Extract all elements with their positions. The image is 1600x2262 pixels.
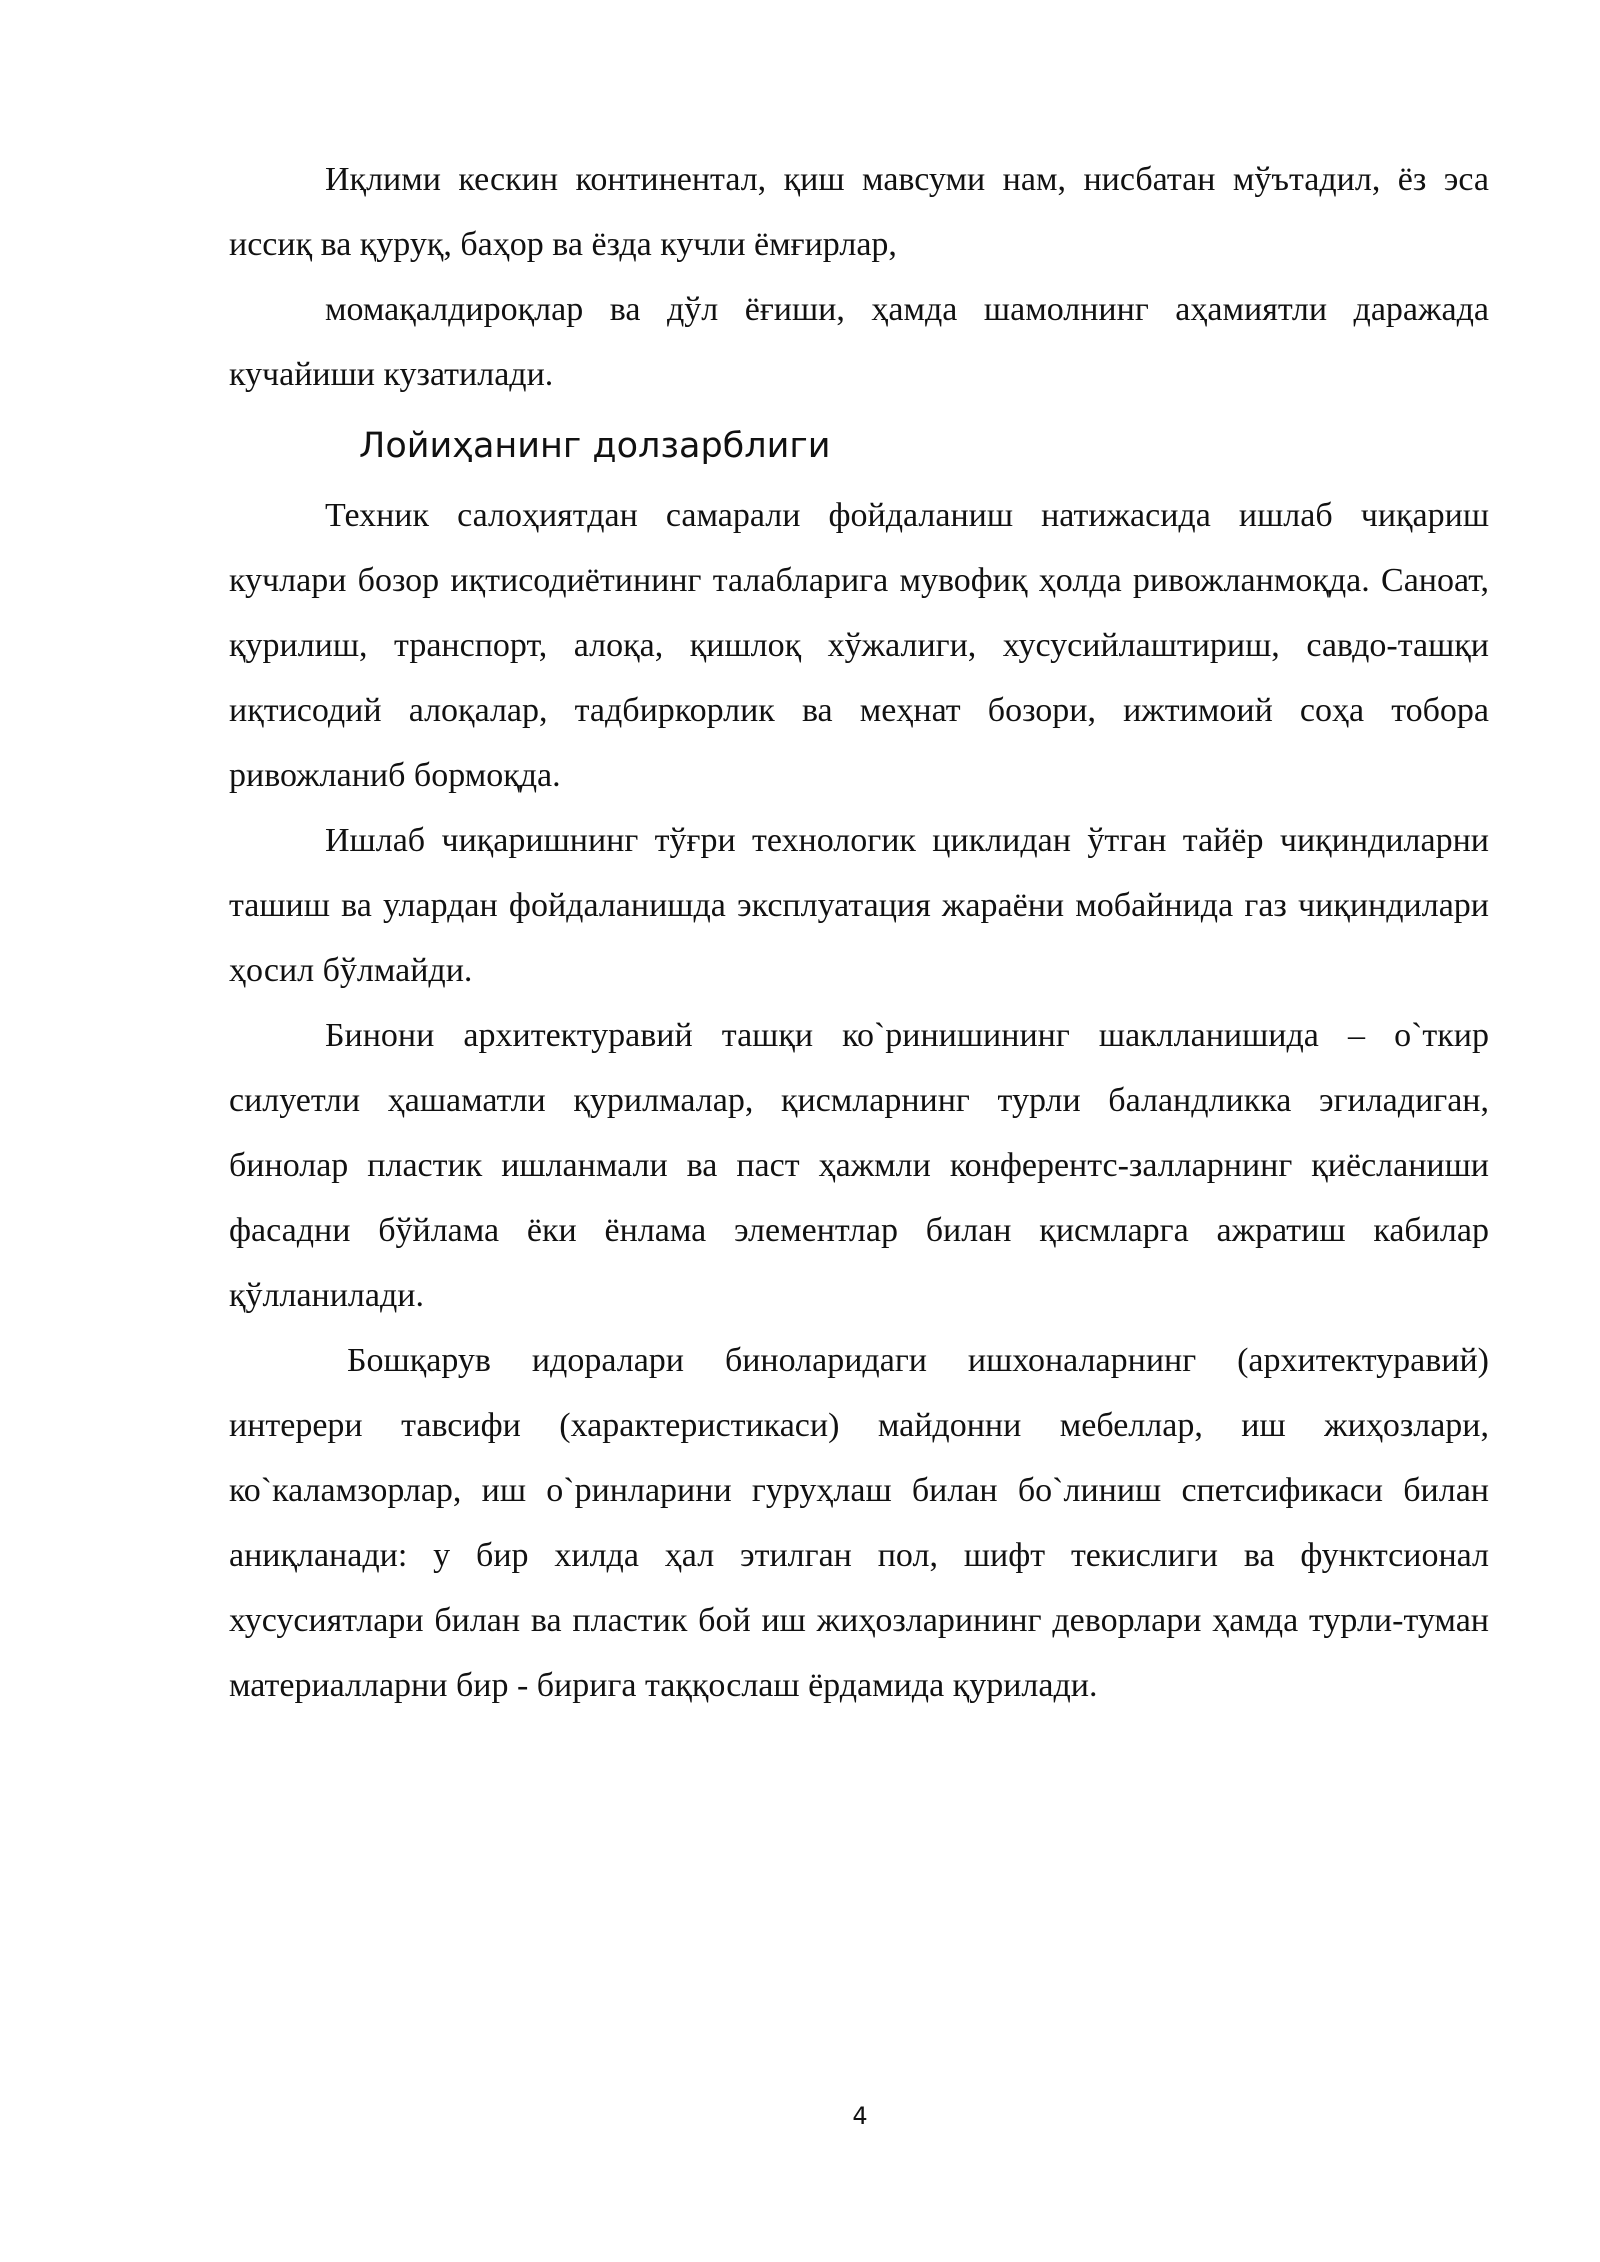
page-number: 4	[852, 2102, 868, 2130]
section-heading: Лойиҳанинг долзарблиги	[359, 426, 831, 466]
page-content	[229, 147, 1489, 1718]
paragraph-technical-potential: Техник салоҳиятдан самарали фойдаланиш натижасида ишлаб чиқариш кучлари бозор иқтисодиётининг талабларига мувофиқ ҳолда ривожланмоқда. Саноат, қурилиш, транспорт, алоқа, қишлоқ хўжалиги, хусусийлаштириш, савдо-ташқи иқтисодий алоқалар, тадбиркорлик ва меҳнат бозори, ижтимоий соҳа тобора ривожланиб бормоқда.	[229, 497, 1489, 794]
paragraph-climate-1: Иқлими кескин континентал, қиш мавсуми нам, нисбатан мўътадил, ёз эса иссиқ ва қуруқ, баҳор ва ёзда кучли ёмғирлар,	[229, 161, 1489, 263]
paragraph-production-waste: Ишлаб чиқаришнинг тўғри технологик циклидан ўтган тайёр чиқиндиларни ташиш ва улардан фойдаланишда эксплуатация жараёни мобайнида газ чиқиндилари ҳосил бўлмайди.	[229, 822, 1489, 989]
paragraph-climate-2: момақалдироқлар ва дўл ёғиши, ҳамда шамолнинг аҳамиятли даражада кучайиши кузатилади.	[229, 291, 1489, 393]
paragraph-building-exterior: Бинони архитектуравий ташқи ко`ринишининг шаклланишида – о`ткир силуетли ҳашаматли қурилмалар, қисмларнинг турли баландликка эгиладиган, бинолар пластик ишланмали ва паст ҳажмли конферентс-залларнинг қиёсланиши фасадни бўйлама ёки ёнлама элементлар билан қисмларга ажратиш кабилар қўлланилади.	[229, 1017, 1489, 1314]
paragraph-office-interior: Бошқарув идоралари биноларидаги ишхоналарнинг (архитектуравий) интерери тавсифи (характеристикаси) майдонни мебеллар, иш жиҳозлари, ко`каламзорлар, иш о`ринларини гуруҳлаш билан бо`линиш спетсификаси билан аниқланади: у бир хилда ҳал этилган пол, шифт текислиги ва функтсионал хусусиятлари билан ва пластик бой иш жиҳозларининг деворлари ҳамда турли-туман материалларни бир - бирига таққослаш ёрдамида қурилади.	[229, 1342, 1489, 1704]
